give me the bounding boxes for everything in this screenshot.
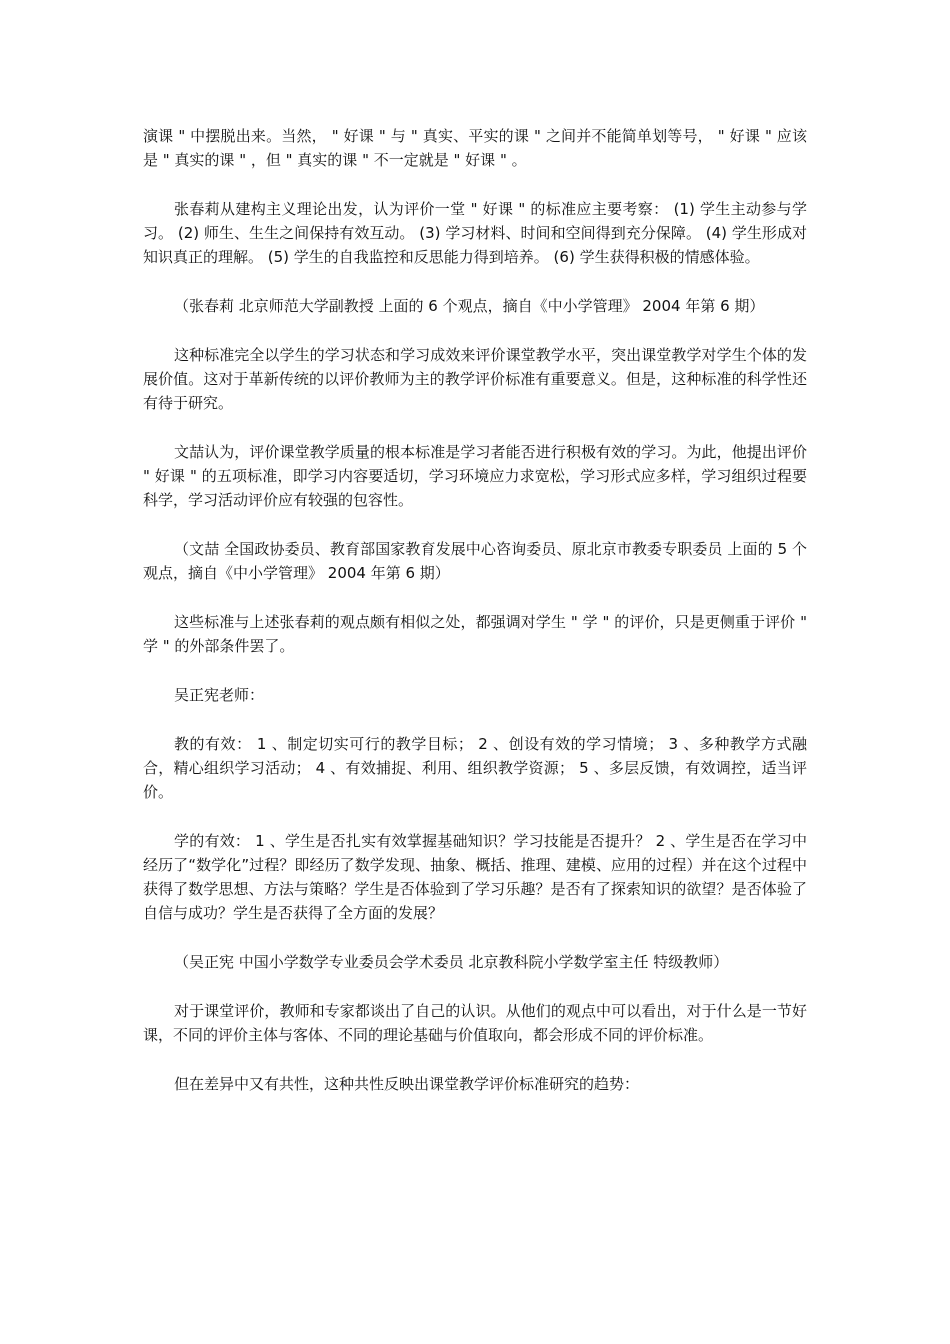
- paragraph-teaching-effectiveness: 教的有效： 1 、制定切实可行的教学目标； 2 、创设有效的学习情境； 3 、多种教学方式融合，精心组织学习活动； 4 、有效捕捉、利用、组织教学资源； 5 、多层反馈，有效调控，适当评价。: [143, 735, 807, 801]
- paragraph-zhang-standards: 张春莉从建构主义理论出发，认为评价一堂 " 好课 " 的标准应主要考察： (1) 学生主动参与学习。 (2) 师生、生生之间保持有效互动。 (3) 学习材料、时间和空间得到充分保障。 (4) 学生形成对知识真正的理解。 (5) 学生的自我监控和反思能力得到培养。 (6) 学生获得积极的情感体验。: [143, 200, 807, 266]
- paragraph-wen-source: （文喆 全国政协委员、教育部国家教育发展中心咨询委员、原北京市教委专职委员 上面的 5 个观点，摘自《中小学管理》 2004 年第 6 期）: [143, 540, 807, 582]
- paragraph-zhang-source: （张春莉 北京师范大学副教授 上面的 6 个观点，摘自《中小学管理》 2004 年第 6 期）: [174, 297, 765, 315]
- paragraph-wu-source: （吴正宪 中国小学数学专业委员会学术委员 北京教科院小学数学室主任 特级教师）: [174, 953, 729, 971]
- paragraph-comparison: 这些标准与上述张春莉的观点颇有相似之处，都强调对学生 " 学 " 的评价，只是更侧重于评价 " 学 " 的外部条件罢了。: [143, 613, 807, 655]
- paragraph-commentary: 这种标准完全以学生的学习状态和学习成效来评价课堂教学水平，突出课堂教学对学生个体的发展价值。这对于革新传统的以评价教师为主的教学评价标准有重要意义。但是，这种标准的科学性还有待于研究。: [143, 346, 807, 412]
- paragraph-wen-standards: 文喆认为，评价课堂教学质量的根本标准是学习者能否进行积极有效的学习。为此，他提出评价 " 好课 " 的五项标准，即学习内容要适切，学习环境应力求宽松，学习形式应多样，学习组织过程要科学，学习活动评价应有较强的包容性。: [143, 443, 807, 509]
- paragraph-trend: 但在差异中又有共性，这种共性反映出课堂教学评价标准研究的趋势：: [174, 1075, 640, 1093]
- paragraph-wu-heading: 吴正宪老师：: [174, 686, 265, 704]
- paragraph-summary: 对于课堂评价，教师和专家都谈出了自己的认识。从他们的观点中可以看出，对于什么是一节好课，不同的评价主体与客体、不同的理论基础与价值取向，都会形成不同的评价标准。: [143, 1002, 807, 1044]
- document-body: [143, 124, 807, 1121]
- paragraph-learning-effectiveness: 学的有效： 1 、学生是否扎实有效掌握基础知识？学习技能是否提升？ 2 、学生是否在学习中经历了“数学化”过程？即经历了数学发现、抽象、概括、推理、建模、应用的过程）并在这个过程中获得了数学思想、方法与策略？学生是否体验到了学习乐趣？是否有了探索知识的欲望？是否体验了自信与成功？学生是否获得了全方面的发展？: [143, 832, 807, 922]
- paragraph-continuation: 演课 " 中摆脱出来。当然， " 好课 " 与 " 真实、平实的课 " 之间并不能简单划等号， " 好课 " 应该是 " 真实的课 " ，但 " 真实的课 " 不一定就是 " 好课 " 。: [143, 127, 807, 169]
